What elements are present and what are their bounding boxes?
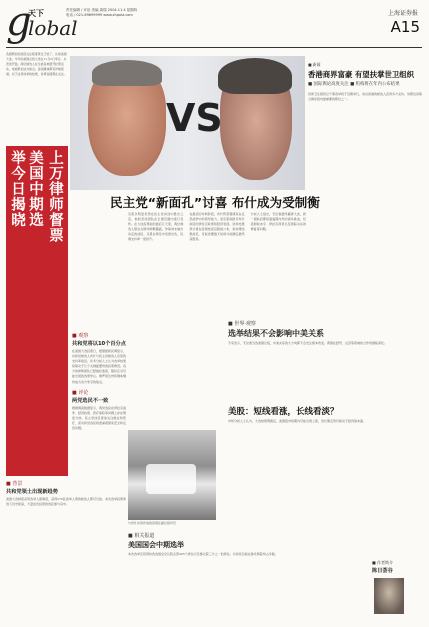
section-label: ■ 背景	[6, 481, 23, 487]
section-text: 专家表示，无论谁当选美国总统，中美关系的大方向都不会发生根本改变。两国在经贸、反恐等领域的合作将继续深化。	[228, 341, 388, 345]
masthead-info-line: 责任编辑 / 评论 美编 周瑞 2004.11.4 星期四	[66, 8, 138, 12]
section-text: 本次选举还将同时改选国会众议院全部435个席位以及参议院三分之一的席位。共和党目前在参众两院均占多数。	[128, 552, 278, 556]
author-name: 陈日荟谷	[372, 568, 393, 574]
masthead-info-line: 电话 / 021-69699999 www.shpost.com	[66, 13, 133, 17]
section-label: ■ 世界·观察	[228, 321, 256, 327]
logo-g: g	[6, 0, 32, 45]
right-mid-article	[228, 320, 422, 346]
bottom-photo	[128, 430, 216, 520]
right-text: 世界卫生组织总干事选举将于近期举行，来自香港的候选人获得多方支持。该职位是联合国系统内最重要的职位之一。	[308, 92, 423, 102]
right-label: ■ 新闻	[308, 62, 321, 67]
market-article	[228, 404, 368, 424]
vs-label: VS	[166, 96, 223, 140]
section-text: 根据调查数据显示，两党选民在伊拉克战争、经济政策、医疗保险等问题上存在明显分歧。民主党选民更加关注就业和医疗，而共和党选民则更重视国家安全和反恐问题。	[72, 405, 127, 431]
red-headline-box	[6, 146, 68, 476]
section-title: 美国国会中期选举	[128, 541, 184, 549]
red-title-line: 举今日揭晓	[9, 150, 25, 228]
paper-name: 上海证券报	[387, 10, 418, 17]
section-text: 美国大选制度采用选举人团制度，获得270张选举人票的候选人即可当选。本次选举投票率创下历史新高，大量首次投票的选民参与其中。	[6, 497, 126, 507]
section-title: 共和党领土出现新趋势	[6, 489, 58, 495]
right-subtitle: ■ 国际舆论高度关注 ■ 机构将在年内公布结果	[308, 82, 400, 87]
right-title: 香港商界富豪 有望扶掌世卫组织	[308, 70, 415, 79]
section-text: 在美国大选投票日，根据最新民调显示，共和党候选人布什与民主党候选人克里的支持率接近。许多分析人士认为选举结果将取决于几个关键摇摆州的投票情况。各方的律师团队已经做好准备，随时应对可能出现的选票争议。佛罗里达州和俄亥俄州成为双方争夺的焦点。	[72, 349, 127, 384]
lead-text: 各国舆论的高度关注程度莫过于此了。比如美国大选。今年的美国总统大选在11月2日举行。从竞选开始，两位候选人在全美各地展开拉票活动，电视辩论成为焦点。各国媒体都有详细报道。对于这场选举的结果，世界各国都在关注。	[6, 52, 67, 77]
left-section-3	[6, 480, 126, 507]
page-number: A15	[390, 18, 420, 36]
center-column-text: 克里以明显优势在民主党初选中胜出之后，他的竞选团队在全国范围内进行宣传。在大选投票前的最后几天里，两位候选人都在关键州频繁露面，争取尚未做出决定的选民。克里在辩论中表现出色，民调支持率一度回升。	[128, 212, 184, 242]
section-label: ■ 相关报道	[128, 533, 155, 539]
bottom-article	[128, 532, 306, 557]
candidate-right-hair	[218, 58, 292, 94]
masthead-info	[66, 8, 176, 18]
red-title-line: 美国中期选	[27, 150, 43, 228]
main-headline: 民主党“新面孔”讨喜 布什成为受制衡	[110, 195, 320, 210]
center-column-text: 在最后的冲刺阶段，布什阵营强调其在反恐战争中的领导能力，而克里则批评布什政府的伊拉克政策和经济表现。选举结果预计将在投票结束后陆续公布，但如果结果接近，可能需要数天时间才能确定最终获胜者。	[189, 212, 245, 242]
logo-tianxia: 天下	[28, 9, 44, 18]
section-text: 市场分析人士认为，大选结果明朗后，美国股市短期内可能出现上涨，但长期走势仍取决于经济基本面。	[228, 419, 367, 423]
candidate-left-hair	[92, 60, 162, 86]
left-section-1	[72, 332, 126, 431]
section-label: ■ 评论	[72, 389, 89, 396]
photo-caption: 与布什并肩作战的是现任副总统切尼	[128, 521, 177, 525]
section-title: 共和党将以10个百分点	[72, 341, 126, 347]
right-column	[308, 62, 422, 102]
masthead-rule	[6, 47, 422, 48]
section-title: 两党选民不一致	[72, 397, 109, 404]
section-title: 选举结果不会影响中美关系	[228, 329, 324, 338]
author-photo	[374, 578, 404, 614]
author-label: ■ 作者简介	[372, 560, 394, 565]
center-column-text: 分析人士指出，无论谁最终赢得大选，新一届政府都将面临国内外的诸多挑战，包括财政赤字、伊拉克局势以及国际关系的修复等问题。	[250, 212, 306, 232]
red-title-line: 上万律师督票	[47, 150, 63, 243]
candidates-photo	[70, 56, 305, 190]
section-label: ■ 观察	[72, 333, 89, 339]
section-title: 美股：短线看涨，长线看淡？	[228, 407, 339, 417]
logo-lobal: lobal	[28, 16, 78, 40]
author-box	[372, 560, 422, 576]
masthead	[6, 0, 422, 46]
